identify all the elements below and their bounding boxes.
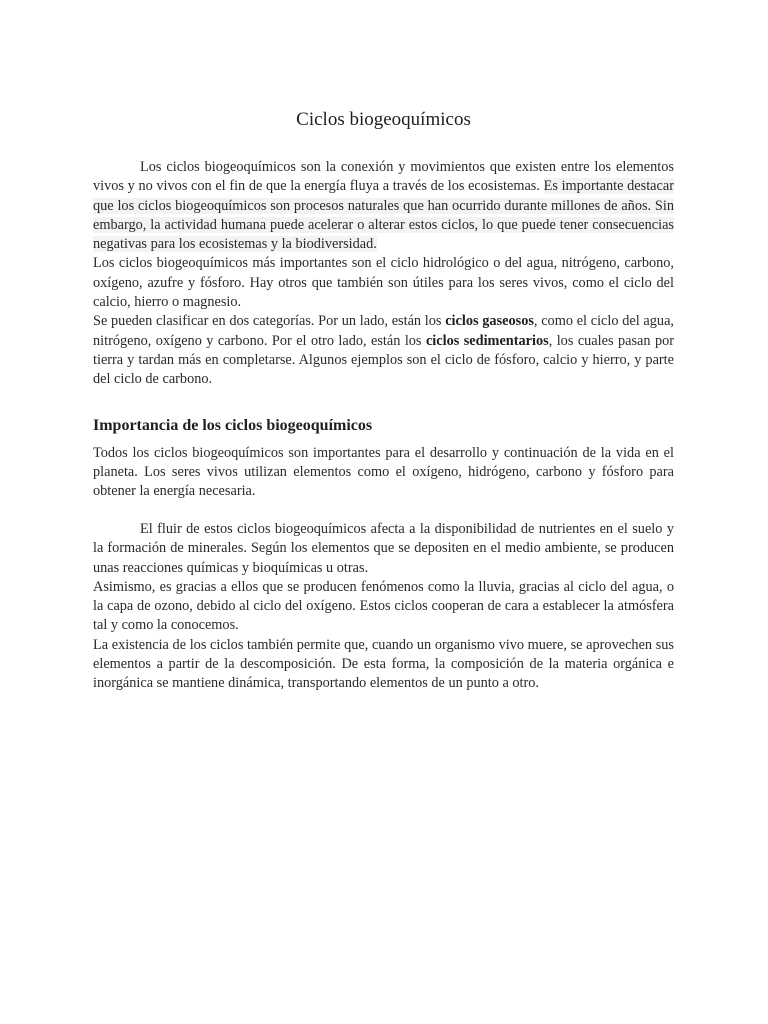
paragraph-spacer xyxy=(93,501,674,520)
bold-term-gaseous: ciclos gaseosos xyxy=(445,313,534,330)
document-title: Ciclos biogeoquímicos xyxy=(296,109,471,130)
importance-paragraph-1: Todos los ciclos biogeoquímicos son importantes para el desarrollo y continuación de la vida en el planeta. Los seres vivos utilizan elementos como el oxígeno, hidrógeno, carbono y fósforo para obtener la energía necesaria. xyxy=(93,444,674,500)
intro-text: , como el ciclo del agua, nitrógeno, oxígeno y carbono. Por el otro lado, están los xyxy=(93,313,674,349)
intro-paragraph-3 xyxy=(93,312,674,389)
importance-paragraph-2: El fluir de estos ciclos biogeoquímicos afecta a la disponibilidad de nutrientes en el suelo y la formación de minerales. Según los elementos que se depositen en el medio ambiente, se producen unas reacciones químicas y bioquímicas u otras. xyxy=(93,520,674,576)
intro-paragraph-2: Los ciclos biogeoquímicos más importantes son el ciclo hidrológico o del agua, nitrógeno, carbono, oxígeno, azufre y fósforo. Hay otros que también son útiles para los seres vivos, como el ciclo del calcio, hierro o magnesio. xyxy=(93,255,674,311)
document-body xyxy=(93,108,674,694)
intro-paragraph-1 xyxy=(93,158,674,254)
section-heading: Importancia de los ciclos biogeoquímicos xyxy=(93,416,373,434)
importance-paragraph-3: Asimismo, es gracias a ellos que se producen fenómenos como la lluvia, gracias al ciclo del agua, o la capa de ozono, debido al ciclo del oxígeno. Estos ciclos cooperan de cara a establecer la atmósfera tal y como la conocemos. xyxy=(93,578,674,634)
intro-text: Los ciclos biogeoquímicos son la conexión y movimientos que existen entre los elementos vivos y no vivos con el fin de que la energía fluya a través de los ecosistemas. xyxy=(93,159,674,195)
highlighted-text: Es importante destacar que los ciclos biogeoquímicos son procesos naturales que han ocurrido durante millones de años. Sin embargo, la actividad humana puede acelerar o alterar estos ciclos, lo que puede tener consecuencias negativas para los ecosistemas y la biodiversidad. xyxy=(93,178,674,253)
importance-paragraph-4: La existencia de los ciclos también permite que, cuando un organismo vivo muere, se aprovechen sus elementos a partir de la descomposición. De esta forma, la composición de la materia orgánica e inorgánica se mantiene dinámica, transportando elementos de un punto a otro. xyxy=(93,636,674,692)
intro-text: , los cuales pasan por tierra y tardan más en completarse. Algunos ejemplos son el ciclo de fósforo, calcio y hierro, y parte del ciclo de carbono. xyxy=(93,332,675,388)
bold-term-sedimentary: ciclos sedimentarios xyxy=(425,332,549,349)
intro-text: Se pueden clasificar en dos categorías. Por un lado, están los xyxy=(93,313,446,330)
